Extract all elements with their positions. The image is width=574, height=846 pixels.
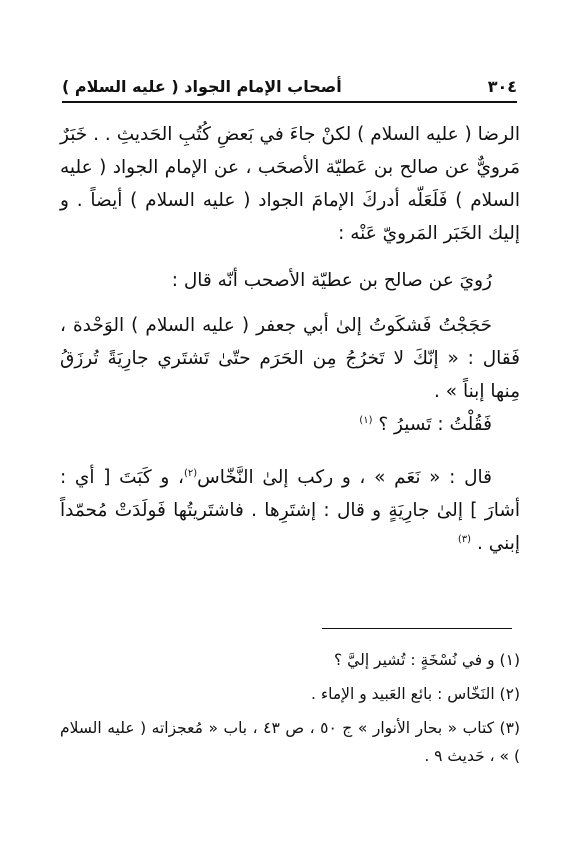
footnote-ref-3[interactable]: (٣): [457, 533, 472, 545]
question-text: فَقُلْتُ : تَسيرُ ؟: [378, 414, 492, 435]
footnote-3: (٣) كتاب « بحار الأنوار » ج ٥٠ ، ص ٤٣ ، باب « مُعجزاته ( عليه السلام ) » ، حَديث ٩ .: [60, 719, 520, 765]
running-title: أصحاب الإمام الجواد ( عليه السلام ): [62, 77, 342, 96]
page-number: ٣٠٤: [487, 77, 517, 96]
footnote-ref-1[interactable]: (١): [359, 414, 373, 426]
paragraph-question: [60, 408, 520, 441]
answer-text-a: قال : « نَعَم » ، و ركب إلىٰ النَّخّاس: [197, 467, 492, 488]
paragraph-answer: [60, 461, 520, 560]
header-rule: [62, 101, 517, 103]
paragraph-hadith: حَجَجْتُ فَشكَوتُ إلىٰ أبي جعفر ( عليه السلام ) الوَحْدة ، فَقال : « إنّكَ لا تَخرُجُ مِن الحَرَم حتّىٰ تَشتَري جارِيَةً تُرزَقُ مِنها إبناً » .: [60, 315, 520, 402]
paragraph-intro: الرضا ( عليه السلام ) لكنْ جاءَ في بَعضِ كُتُبِ الحَديثِ . . خَبَرٌ مَرويٌّ عن صالح بن عَطيّة الأصحَب ، عن الإمام الجواد ( عليه السلام ) فَلَعَلّه أدركَ الإمامَ الجواد ( عليه السلام ) أيضاً . و إليك الخَبَر المَرويّ عَنْه :: [60, 124, 520, 244]
footnote-ref-2[interactable]: (٢): [183, 467, 198, 479]
footnote-1: (١) و في نُسْخَةٍ : تُشير إليَّ ؟: [334, 651, 520, 669]
answer-text-b: ، و كَبَتَ [ أي : أشارَ ] إلىٰ جارِيَةٍ و قال : إشتَرِها . فاشتَريتُها فَولَدَتْ مُحمّداً إبني .: [60, 467, 520, 554]
footnotes: [60, 646, 520, 776]
page-header: [62, 70, 517, 96]
footnote-separator: [322, 628, 512, 629]
footnote-2: (٢) النَخّاس : بائع العَبيد و الإماء .: [311, 685, 520, 703]
paragraph-narration: رُويَ عن صالح بن عطيّة الأصحب أنّه قال :: [171, 270, 492, 291]
main-text: [60, 118, 520, 560]
